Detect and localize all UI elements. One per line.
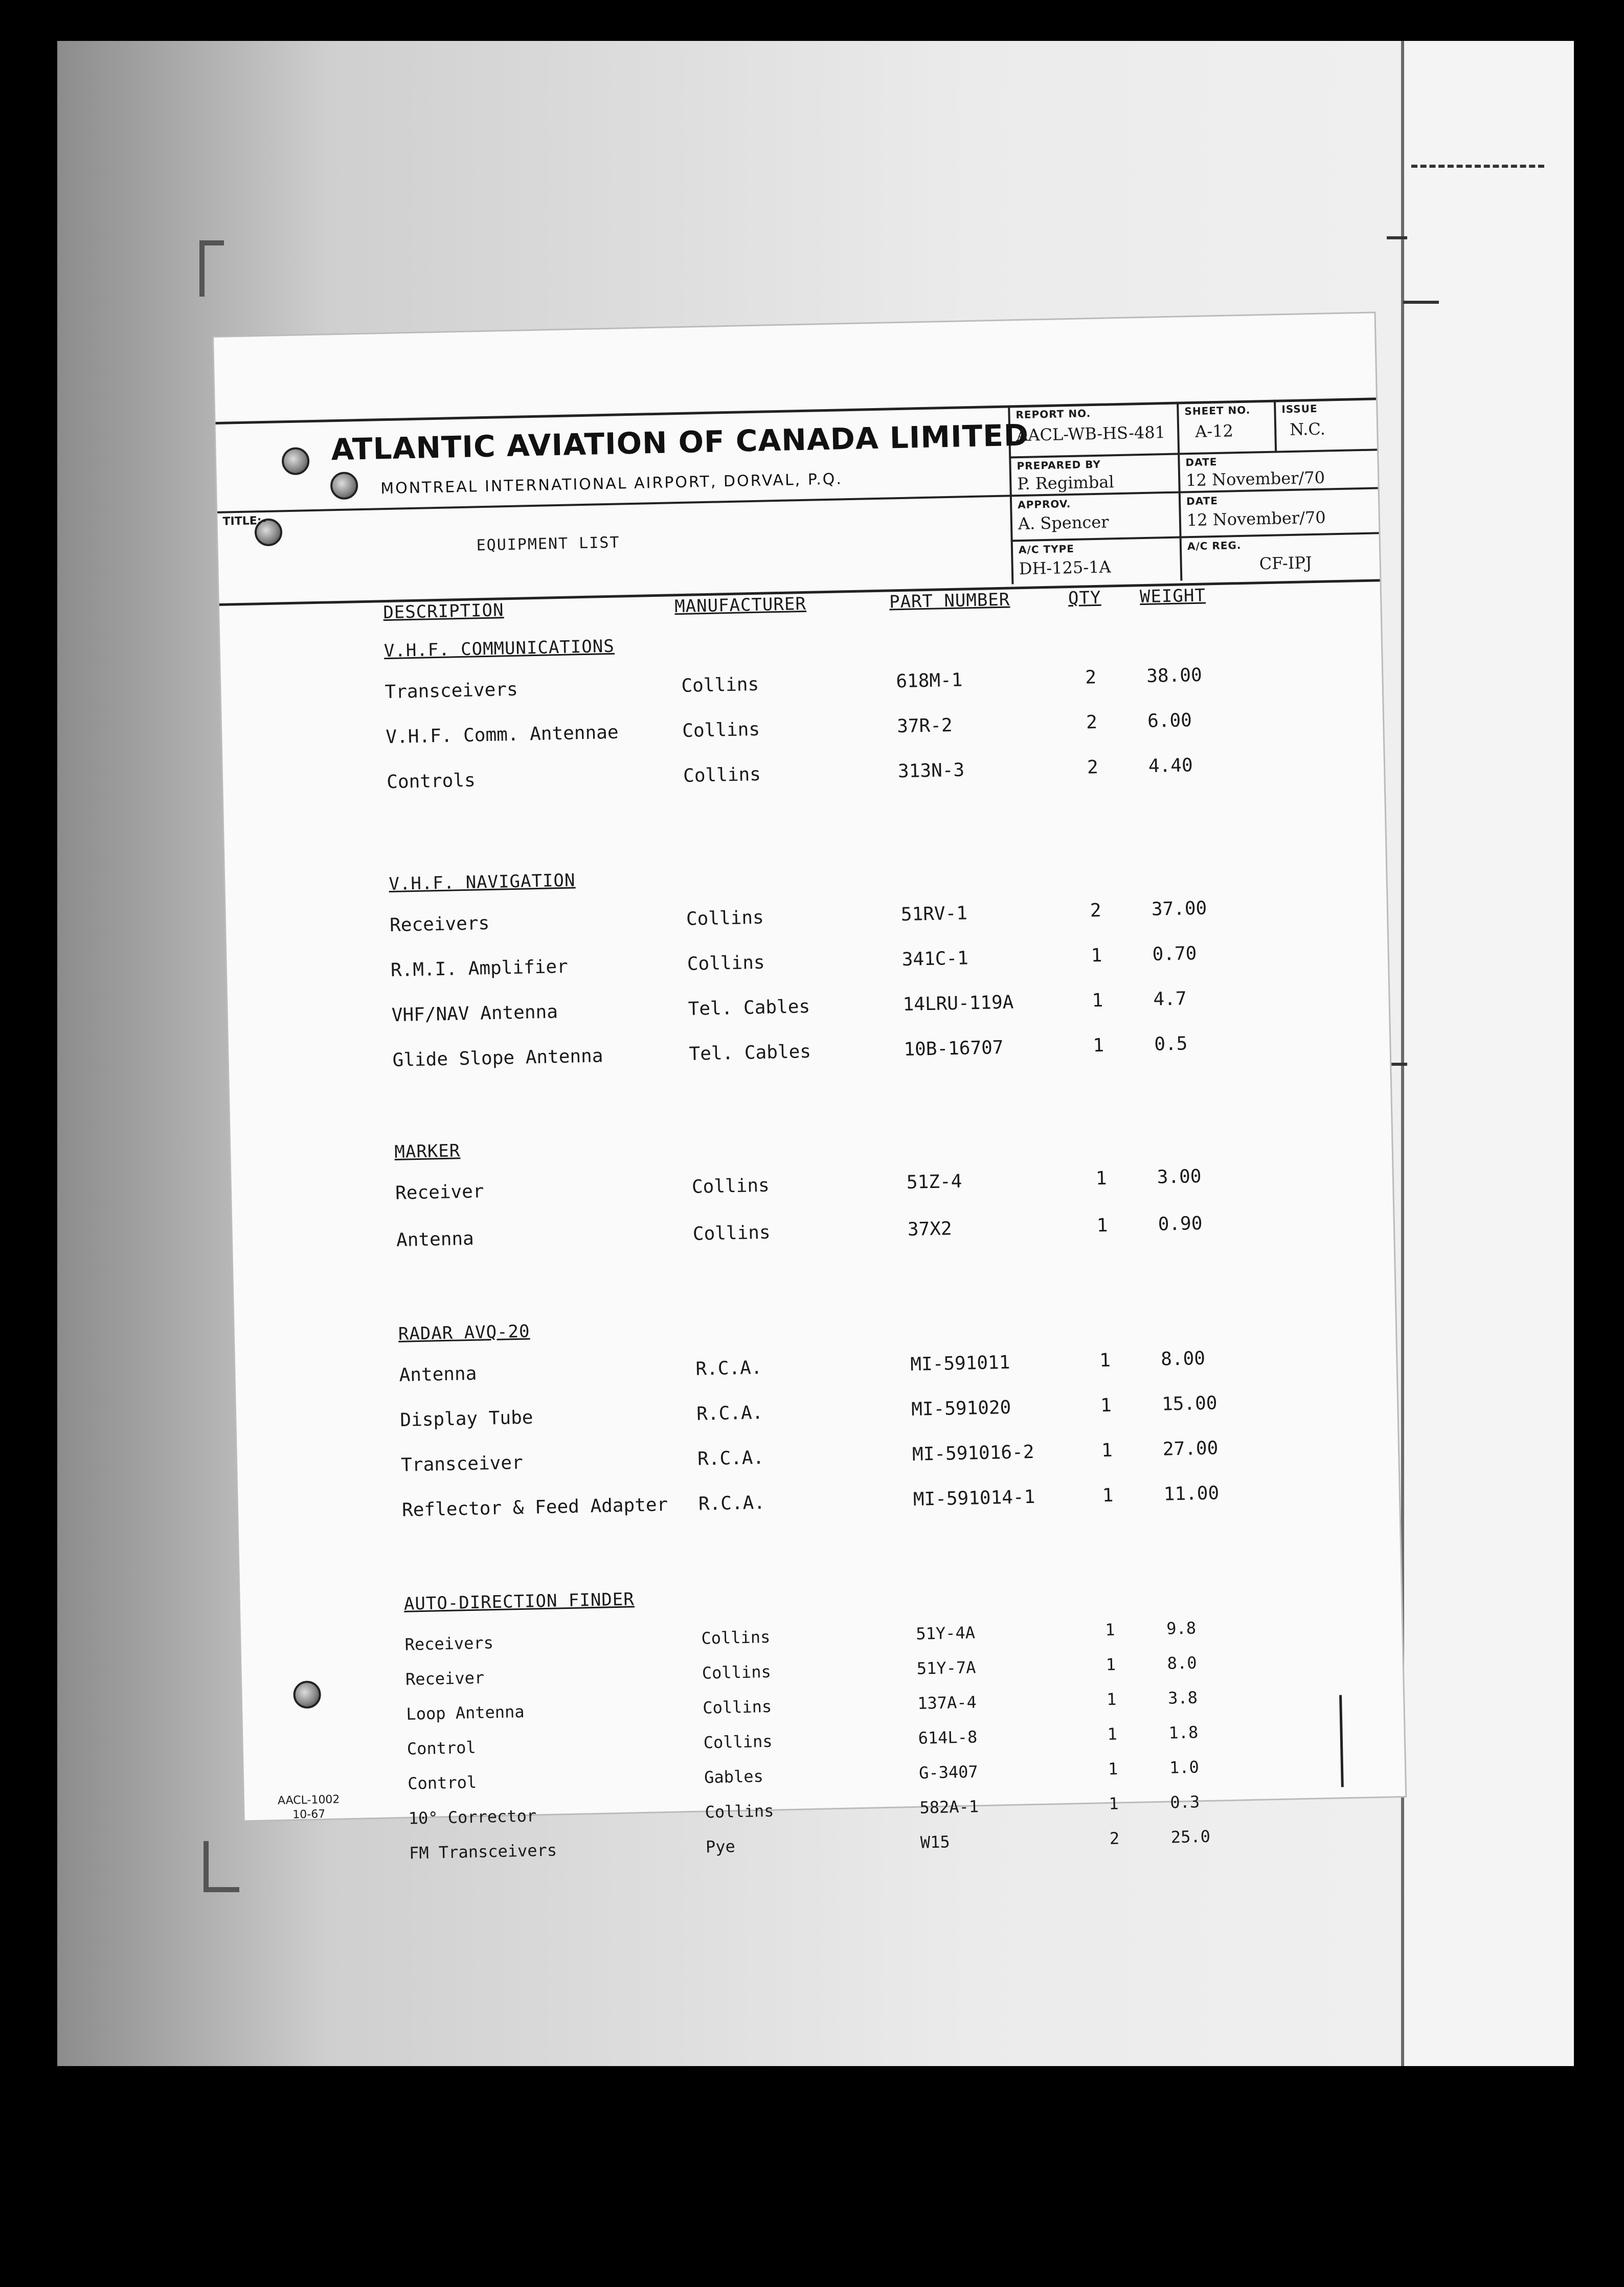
cell-qty: 2 — [1087, 756, 1099, 778]
cell-qty: 1 — [1099, 1350, 1111, 1372]
cell-weight: 0.70 — [1152, 943, 1197, 965]
cell-part-number: 137A-4 — [917, 1692, 977, 1713]
section-title: RADAR AVQ-20 — [398, 1321, 530, 1344]
cell-part-number: W15 — [920, 1832, 951, 1852]
cell-manufacturer: Collins — [682, 719, 760, 742]
cell-qty: 1 — [1102, 1485, 1114, 1507]
cell-manufacturer: Collins — [687, 952, 765, 975]
cell-manufacturer: Collins — [702, 1662, 772, 1683]
cell-description: Transceiver — [400, 1452, 524, 1476]
cell-manufacturer: R.C.A. — [695, 1357, 762, 1380]
date-label: DATE — [1186, 494, 1219, 508]
dashed-line — [1411, 165, 1544, 168]
report-no: AACL-WB-HS-481 — [1016, 422, 1166, 445]
cell-description: Receivers — [389, 912, 490, 936]
section-title: AUTO-DIRECTION FINDER — [403, 1589, 635, 1615]
cell-weight: 4.7 — [1153, 988, 1187, 1010]
cell-qty: 1 — [1108, 1759, 1118, 1779]
approved-date: 12 November/70 — [1186, 507, 1326, 530]
edge-arrow — [1403, 301, 1439, 304]
cell-weight: 3.00 — [1157, 1165, 1202, 1188]
title-label: TITLE:- — [222, 514, 266, 528]
issue-label: ISSUE — [1281, 402, 1318, 416]
sheet-no-label: SHEET NO. — [1184, 403, 1251, 418]
cell-qty: 1 — [1101, 1440, 1113, 1462]
cell-manufacturer: Gables — [704, 1766, 764, 1787]
cell-qty: 1 — [1106, 1654, 1116, 1675]
cell-weight: 37.00 — [1151, 898, 1207, 920]
cell-part-number: G-3407 — [918, 1762, 979, 1783]
cell-part-number: MI-591016-2 — [912, 1441, 1034, 1465]
cell-description: Control — [407, 1772, 477, 1793]
form-date: 10-67 — [292, 1808, 326, 1822]
cell-manufacturer: Collins — [705, 1801, 774, 1822]
cell-description: Receiver — [395, 1181, 484, 1204]
cell-description: Receiver — [405, 1668, 485, 1689]
punch-hole — [293, 1680, 321, 1709]
cell-description: Reflector & Feed Adapter — [401, 1494, 668, 1521]
cell-description: Loop Antenna — [406, 1701, 525, 1724]
cell-description: Control — [407, 1737, 477, 1759]
corner-bracket-top — [199, 240, 224, 297]
cell-part-number: MI-591014-1 — [913, 1486, 1035, 1510]
cell-manufacturer: Tel. Cables — [689, 1041, 811, 1065]
cell-weight: 8.0 — [1167, 1653, 1197, 1673]
approv-label: APPROV. — [1017, 497, 1071, 511]
cell-qty: 2 — [1090, 900, 1101, 922]
company-address: MONTREAL INTERNATIONAL AIRPORT, DORVAL, P.Q. — [380, 470, 843, 498]
cell-weight: 3.8 — [1167, 1688, 1198, 1708]
cell-description: FM Transceivers — [409, 1840, 557, 1863]
cell-qty: 2 — [1085, 667, 1097, 688]
date-label: DATE — [1185, 455, 1217, 469]
cell-description: VHF/NAV Antenna — [391, 1001, 558, 1026]
cell-part-number: MI-591011 — [910, 1352, 1010, 1375]
cell-qty: 1 — [1092, 1035, 1104, 1057]
edge-tick — [1387, 236, 1407, 239]
report-no-label: REPORT NO. — [1016, 407, 1091, 421]
cell-part-number: 51RV-1 — [900, 903, 968, 926]
cell-part-number: MI-591020 — [911, 1397, 1011, 1420]
column-header-manufacturer: MANUFACTURER — [674, 593, 807, 617]
cell-manufacturer: Pye — [705, 1836, 736, 1857]
ac-reg-label: A/C REG. — [1187, 539, 1242, 553]
cell-part-number: 313N-3 — [897, 759, 965, 782]
cell-manufacturer: Collins — [702, 1696, 772, 1718]
cell-weight: 11.00 — [1163, 1483, 1220, 1505]
cell-description: R.M.I. Amplifier — [390, 956, 569, 981]
section-title: V.H.F. NAVIGATION — [389, 870, 576, 895]
column-header-qty: QTY — [1068, 587, 1101, 609]
cell-weight: 0.5 — [1154, 1033, 1188, 1055]
cell-description: Controls — [386, 770, 476, 793]
cell-part-number: 14LRU-119A — [903, 992, 1014, 1016]
cell-manufacturer: R.C.A. — [697, 1447, 764, 1470]
approved-by: A. Spencer — [1018, 512, 1109, 534]
cell-qty: 1 — [1104, 1620, 1115, 1640]
cell-manufacturer: R.C.A. — [696, 1402, 763, 1425]
cell-weight: 25.0 — [1170, 1826, 1211, 1847]
cell-weight: 4.40 — [1148, 755, 1193, 777]
prepared-date: 12 November/70 — [1185, 467, 1325, 490]
corner-bracket-bottom — [204, 1841, 239, 1892]
cell-part-number: 614L-8 — [918, 1727, 978, 1748]
cell-weight: 0.3 — [1170, 1792, 1200, 1812]
cell-part-number: 51Z-4 — [906, 1171, 962, 1193]
cell-manufacturer: R.C.A. — [698, 1492, 765, 1515]
section-title: MARKER — [394, 1140, 461, 1162]
cell-manufacturer: Collins — [681, 674, 759, 697]
prepared-by: P. Regimbal — [1017, 472, 1114, 494]
underlying-page — [1401, 41, 1574, 2066]
cell-qty: 1 — [1100, 1395, 1112, 1417]
cell-weight: 38.00 — [1146, 664, 1203, 687]
cell-part-number: 341C-1 — [901, 948, 969, 971]
cell-part-number: 618M-1 — [895, 669, 963, 692]
form-id — [278, 1792, 341, 1823]
cell-part-number: 51Y-7A — [916, 1657, 976, 1678]
equipment-list-sheet — [214, 313, 1405, 1863]
sheet-no: A-12 — [1194, 421, 1234, 441]
cell-description: Glide Slope Antenna — [392, 1045, 603, 1071]
cell-weight: 8.00 — [1160, 1348, 1206, 1370]
cell-qty: 2 — [1086, 711, 1098, 733]
cell-qty: 2 — [1109, 1828, 1120, 1848]
column-header-description: DESCRIPTION — [382, 600, 504, 623]
cell-weight: 15.00 — [1161, 1393, 1217, 1415]
cell-part-number: 37R-2 — [896, 714, 953, 737]
cell-qty: 1 — [1091, 945, 1102, 967]
cell-description: Receivers — [404, 1633, 494, 1654]
cell-manufacturer: Tel. Cables — [688, 996, 810, 1020]
cell-weight: 1.0 — [1169, 1757, 1200, 1778]
cell-description: Display Tube — [399, 1407, 533, 1431]
cell-weight: 9.8 — [1166, 1618, 1197, 1639]
cell-manufacturer: Collins — [683, 764, 761, 787]
cell-manufacturer: Collins — [703, 1731, 773, 1753]
cell-part-number: 37X2 — [907, 1218, 952, 1240]
cell-manufacturer: Collins — [692, 1222, 771, 1245]
column-header-weight: WEIGHT — [1139, 585, 1206, 608]
cell-weight: 27.00 — [1162, 1438, 1219, 1460]
cell-qty: 1 — [1095, 1168, 1107, 1190]
cell-manufacturer: Collins — [701, 1627, 771, 1648]
ac-type-label: A/C TYPE — [1018, 542, 1075, 556]
cell-qty: 1 — [1096, 1215, 1108, 1237]
cell-description: V.H.F. Comm. Antennae — [386, 722, 619, 748]
cell-weight: 1.8 — [1168, 1722, 1199, 1743]
page-title: EQUIPMENT LIST — [476, 533, 620, 555]
form-number: AACL-1002 — [277, 1793, 340, 1808]
ac-reg: CF-IPJ — [1259, 553, 1313, 574]
section-title: V.H.F. COMMUNICATIONS — [384, 636, 615, 662]
cell-qty: 1 — [1107, 1724, 1118, 1744]
column-header-part-number: PART NUMBER — [889, 589, 1010, 613]
cell-part-number: 10B-16707 — [904, 1037, 1004, 1061]
cell-part-number: 51Y-4A — [915, 1623, 976, 1644]
issue: N.C. — [1289, 419, 1326, 439]
prepared-by-label: PREPARED BY — [1017, 458, 1101, 473]
cell-manufacturer: Collins — [686, 907, 764, 930]
cell-description: Antenna — [399, 1363, 477, 1386]
cell-weight: 0.90 — [1158, 1213, 1203, 1235]
cell-weight: 6.00 — [1147, 710, 1192, 732]
cell-manufacturer: Collins — [691, 1175, 770, 1198]
cell-qty: 1 — [1092, 990, 1103, 1012]
cell-description: Antenna — [396, 1228, 475, 1251]
company-name: ATLANTIC AVIATION OF CANADA LIMITED — [330, 417, 1029, 467]
cell-qty: 1 — [1106, 1689, 1117, 1710]
cell-description: 10° Corrector — [408, 1806, 537, 1828]
cell-qty: 1 — [1109, 1793, 1119, 1813]
ac-type: DH-125-1A — [1019, 557, 1111, 579]
cell-part-number: 582A-1 — [919, 1797, 979, 1818]
margin-line — [1339, 1695, 1344, 1787]
cell-description: Transceivers — [385, 679, 518, 703]
